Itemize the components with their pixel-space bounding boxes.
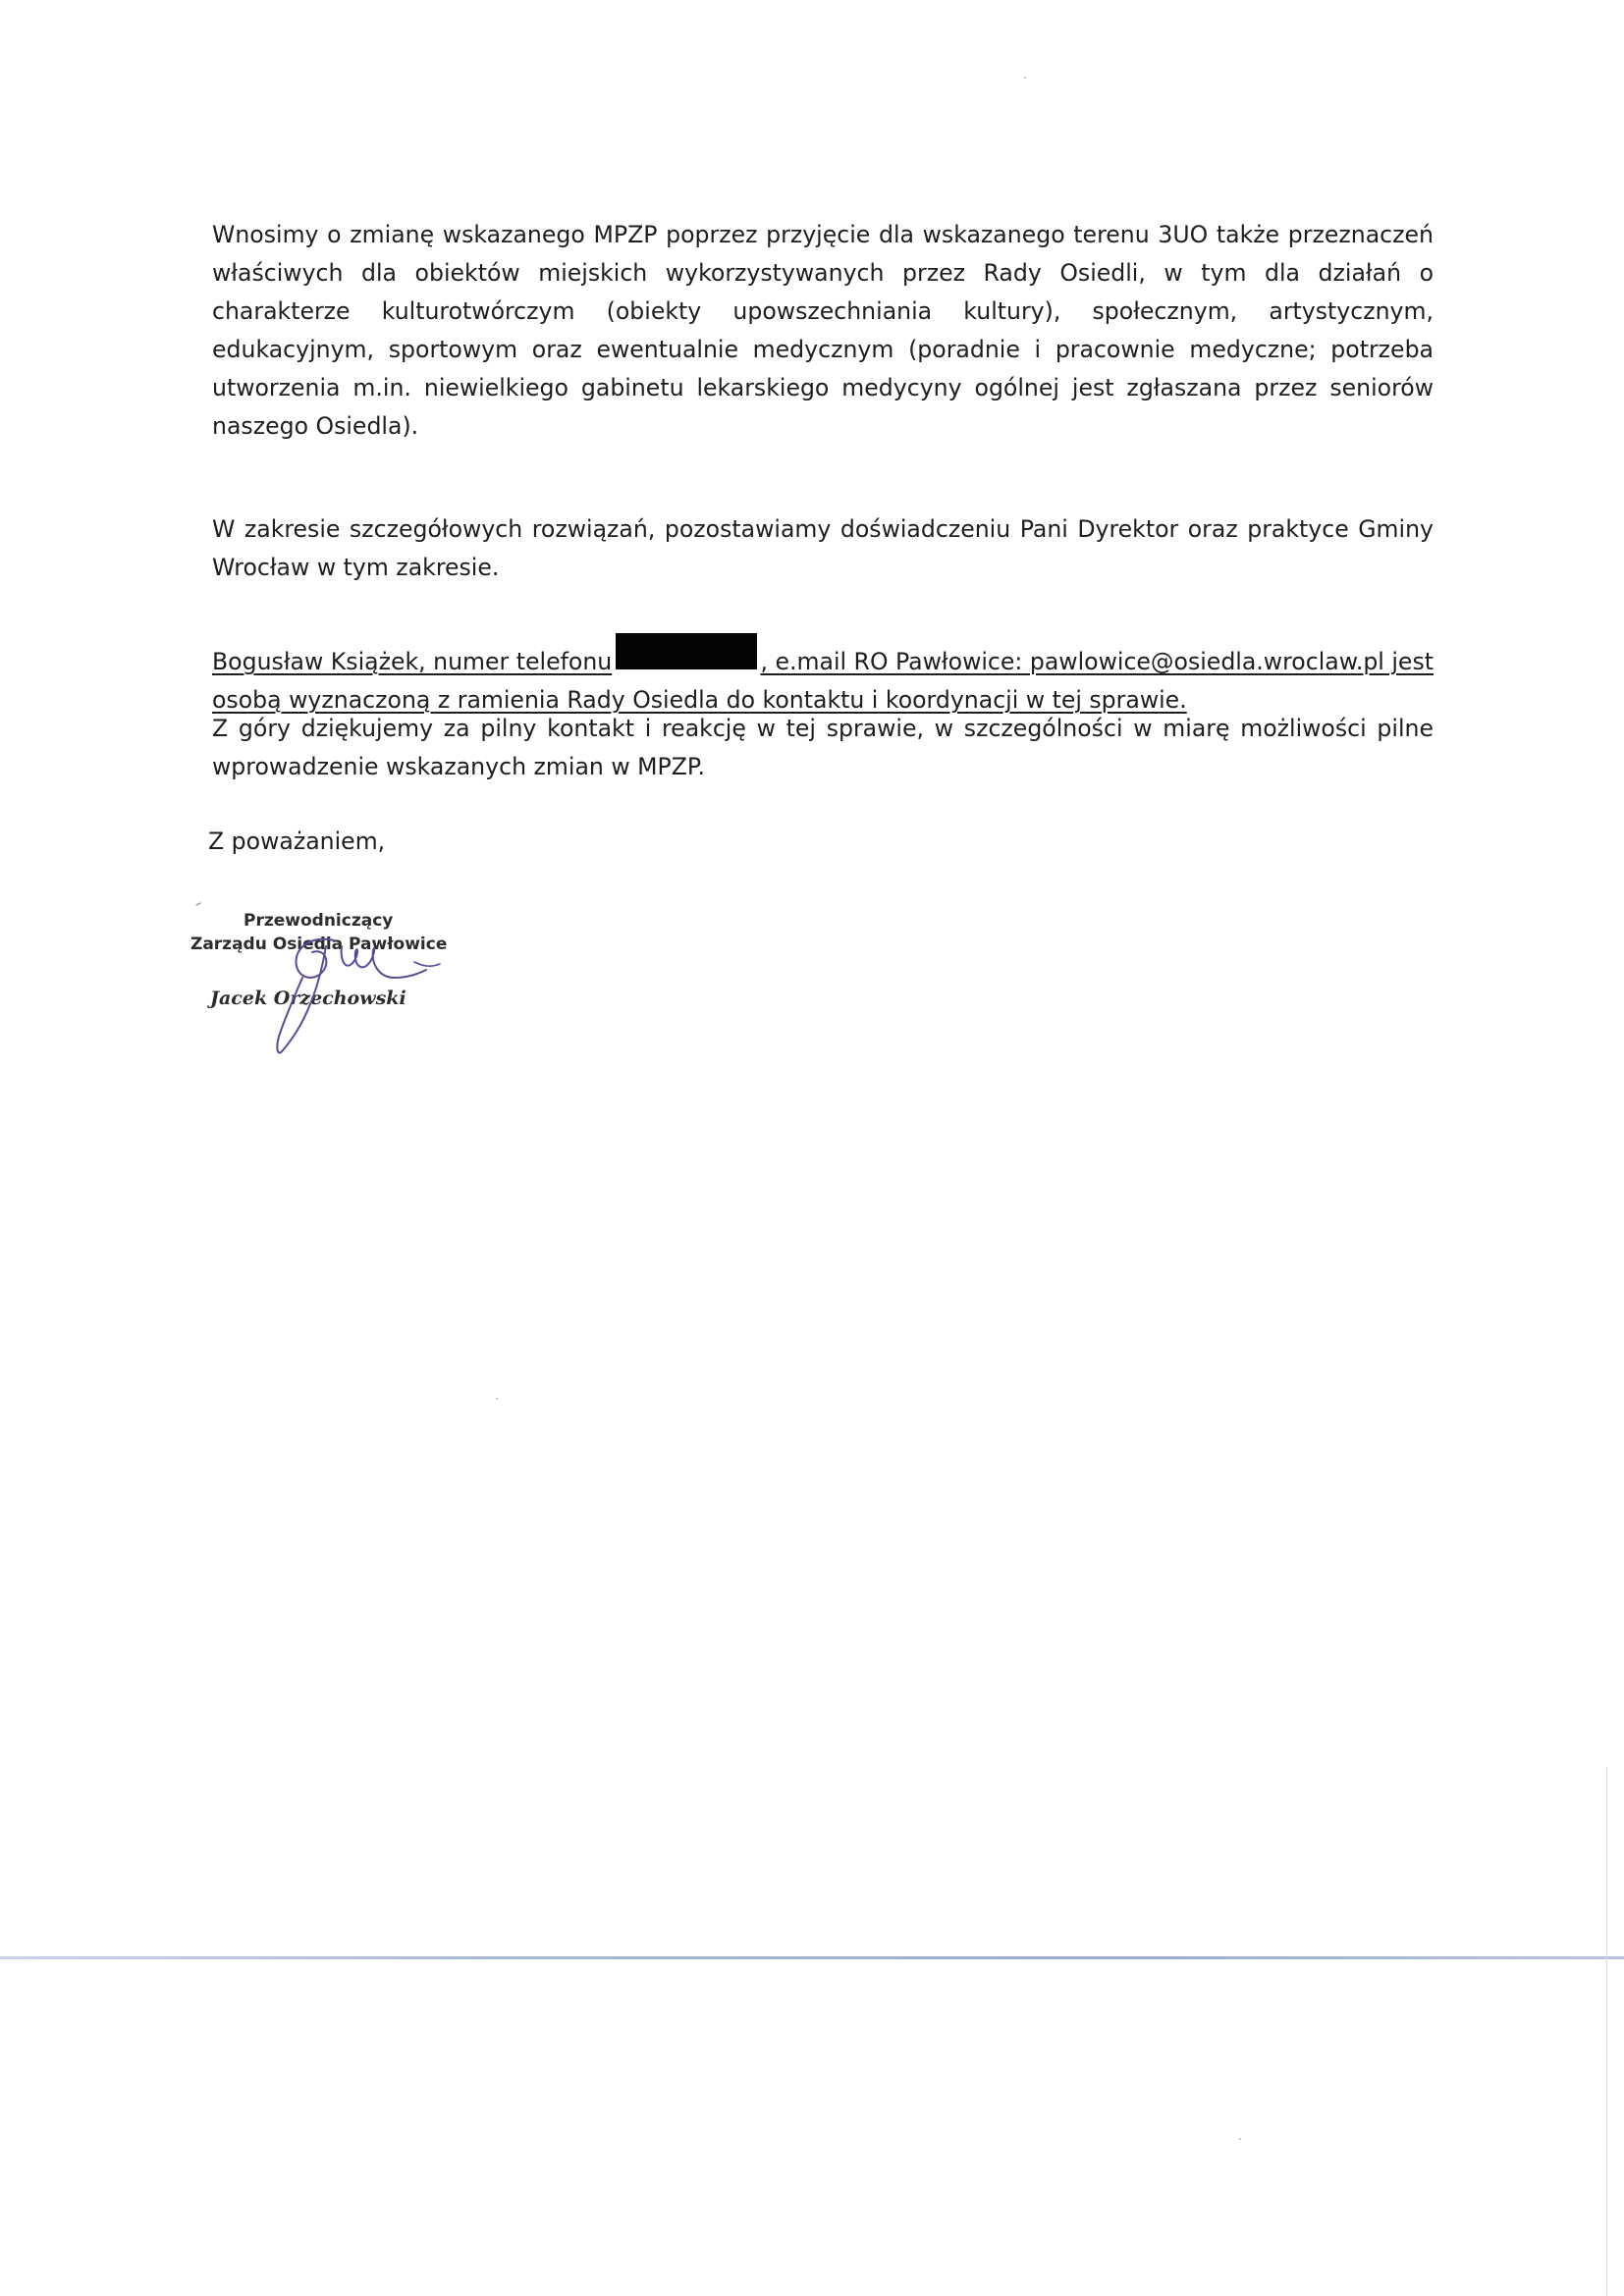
signature-stamp <box>187 883 481 1080</box>
scan-speck <box>1239 2138 1241 2140</box>
contact-line-2: osobą wyznaczoną z ramienia Rady Osiedla do kontaktu i koordynacji w tej sprawie. <box>212 686 1187 714</box>
closing-salutation: Z poważaniem, <box>208 828 386 855</box>
redacted-phone-number <box>616 633 757 669</box>
contact-person-phone-label: Bogusław Książek, numer telefonu <box>212 648 613 675</box>
paragraph-request: Wnosimy o zmianę wskazanego MPZP poprzez przyjęcie dla wskazanego terenu 3UO także przeznaczeń właściwych dla obiektów miejskich wykorzystywanych przez Rady Osiedli, w tym dla działań o charakterze kulturotwórczym (obiekty upowszechniania kultury), społecznym, artystycznym, edukacyjnym, sportowym oraz ewentualnie medycznym (poradnie i pracownie medyczne; potrzeba utworzenia m.in. niewielkiego gabinetu lekarskiego medycyny ogólnej jest zgłaszana przez seniorów naszego Osiedla). <box>212 221 1434 440</box>
horizontal-divider <box>0 1956 1624 1959</box>
contact-paragraph <box>212 633 1434 720</box>
contact-email-text: , e.mail RO Pawłowice: pawlowice@osiedla.wroclaw.pl jest <box>760 648 1434 675</box>
paragraph-thanks: Z góry dziękujemy za pilny kontakt i reakcję w tej sprawie, w szczególności w miarę możliwości pilne wprowadzenie wskazanych zmian w MPZP. <box>212 715 1434 780</box>
stamp-name: Jacek Orzechowski <box>210 988 406 1009</box>
page-edge-line <box>1606 1767 1607 2296</box>
stamp-title: Przewodniczący <box>244 911 394 931</box>
handwritten-signature <box>187 883 481 1080</box>
stamp-organization: Zarządu Osiedla Pawłowice <box>190 934 448 954</box>
scan-speck <box>496 1398 498 1400</box>
contact-line-1 <box>212 633 1434 681</box>
scan-speck <box>1024 77 1026 79</box>
paragraph-solutions: W zakresie szczegółowych rozwiązań, pozostawiamy doświadczeniu Pani Dyrektor oraz praktyce Gminy Wrocław w tym zakresie. <box>212 515 1434 581</box>
